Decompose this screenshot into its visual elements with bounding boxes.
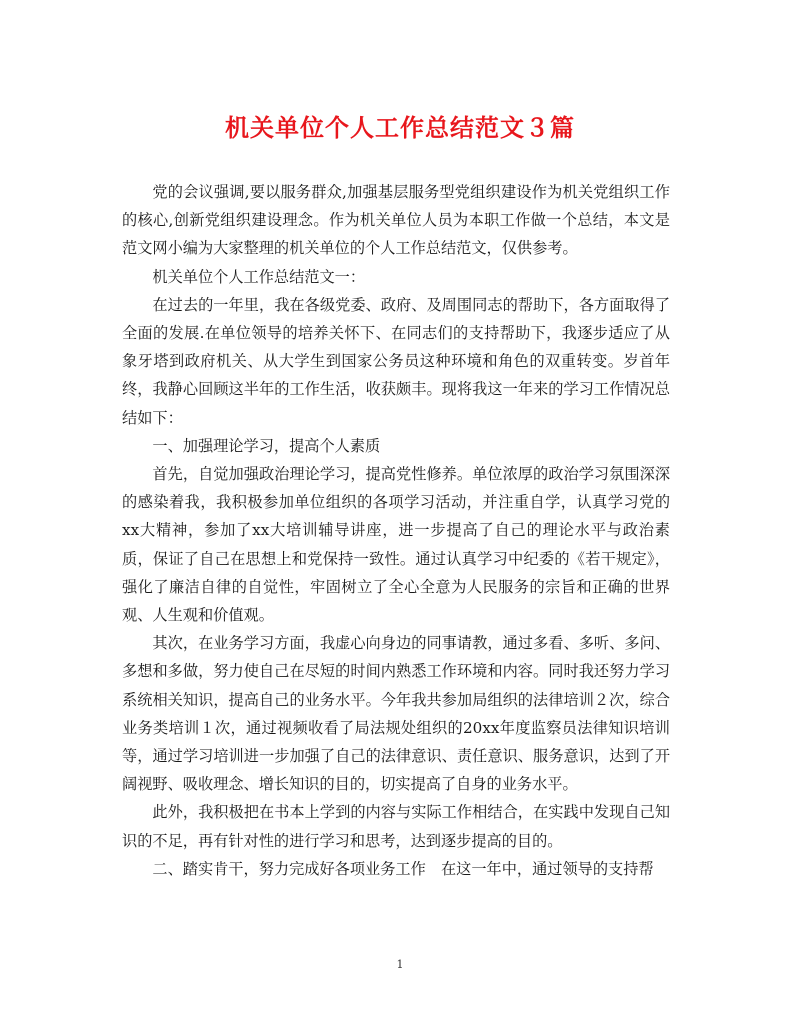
paragraph-intro: 党的会议强调,要以服务群众,加强基层服务型党组织建设作为机关党组织工作的核心,创新党组织建设理念。作为机关单位人员为本职工作做一个总结，本文是范文网小编为大家整理的机关单位的个人工作总结范文，仅供参考。 bbox=[122, 183, 670, 258]
paragraph-business-study: 其次，在业务学习方面，我虚心向身边的同事请教，通过多看、多听、多问、多想和多做，努力使自己在尽短的时间内熟悉工作环境和内容。同时我还努力学习系统相关知识，提高自己的业务水平。今年我共参加局组织的法律培训２次，综合业务类培训１次，通过视频收看了局法规处组织的20xx年度监察员法律知识培训等，通过学习培训进一步加强了自己的法律意识、责任意识、服务意识，达到了开阔视野、吸收理念、增长知识的目的，切实提高了自身的业务水平。 bbox=[122, 634, 670, 794]
paragraph-practice: 此外，我积极把在书本上学到的内容与实际工作相结合，在实践中发现自己知识的不足，再有针对性的进行学习和思考，达到逐步提高的目的。 bbox=[122, 803, 670, 850]
page-number: 1 bbox=[396, 958, 404, 971]
document-title: 机关单位个人工作总结范文３篇 bbox=[225, 113, 575, 142]
document-body bbox=[122, 178, 670, 883]
paragraph-heading-theory-study: 一、加强理论学习，提高个人素质 bbox=[152, 436, 381, 455]
paragraph-political-study: 首先，自觉加强政治理论学习，提高党性修养。单位浓厚的政治学习氛围深深的感染着我，我积极参加单位组织的各项学习活动，并注重自学，认真学习党的xx大精神，参加了xx大培训辅导讲座，进一步提高了自己的理论水平与政治素质，保证了自己在思想上和党保持一致性。通过认真学习中纪委的《若干规定》，强化了廉洁自律的自觉性，牢固树立了全心全意为人民服务的宗旨和正确的世界观、人生观和价值观。 bbox=[122, 465, 670, 625]
paragraph-overview: 在过去的一年里，我在各级党委、政府、及周围同志的帮助下，各方面取得了全面的发展.在单位领导的培养关怀下、在同志们的支持帮助下，我逐步适应了从象牙塔到政府机关、从大学生到国家公务员这种环境和角色的双重转变。岁首年终，我静心回顾这半年的工作生活，收获颇丰。现将我这一年来的学习工作情况总结如下： bbox=[122, 295, 670, 427]
paragraph-heading-work: 二、踏实肯干，努力完成好各项业务工作 在这一年中，通过领导的支持帮 bbox=[152, 859, 654, 878]
paragraph-section-heading-one: 机关单位个人工作总结范文一： bbox=[152, 267, 366, 286]
